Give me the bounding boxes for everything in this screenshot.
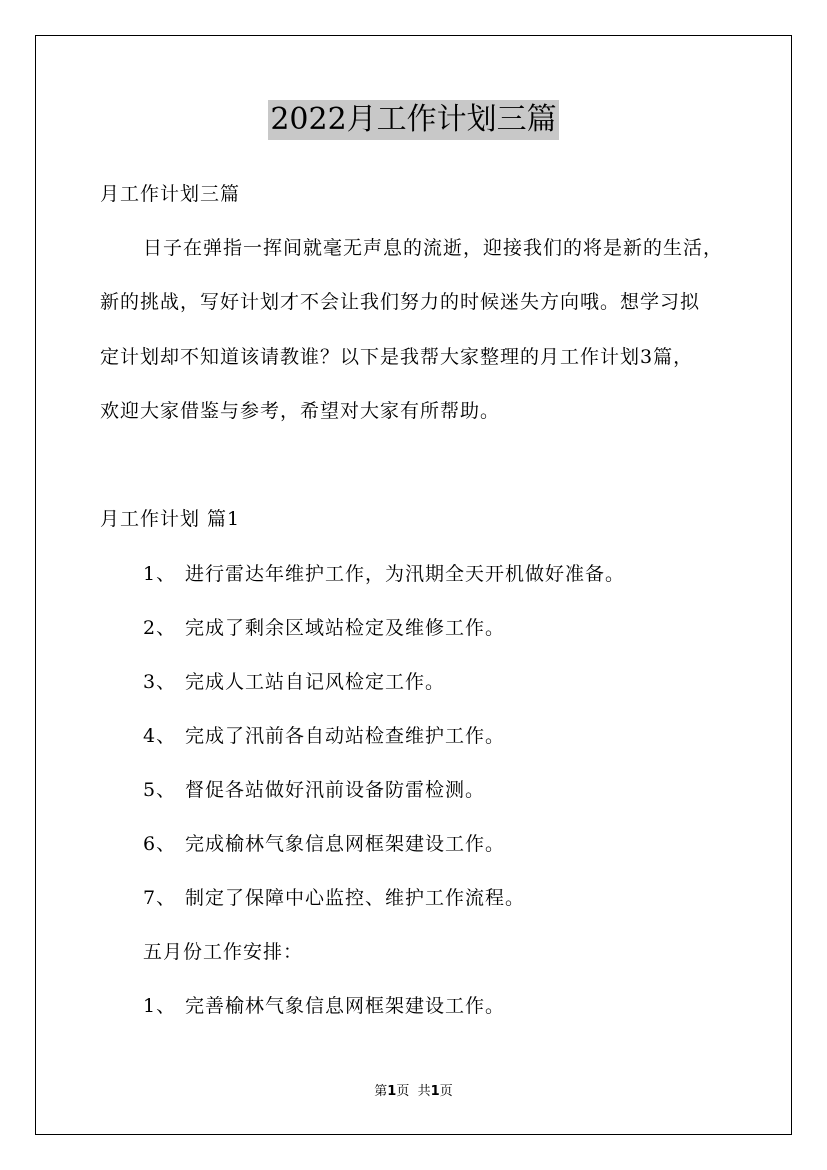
list-item-number: 7、 xyxy=(143,887,177,909)
document-title: 2022月工作计划三篇 xyxy=(268,100,558,140)
list-item-number: 3、 xyxy=(143,671,177,693)
page-footer xyxy=(0,1082,827,1102)
list-item-text: 完成榆林气象信息网框架建设工作。 xyxy=(185,833,506,855)
list-item xyxy=(143,884,525,912)
list-item xyxy=(143,560,625,588)
section-heading: 月工作计划 篇1 xyxy=(100,508,241,530)
list-item-number: 1、 xyxy=(143,563,177,585)
list-item xyxy=(143,992,505,1020)
total-label-suffix: 页 xyxy=(439,1084,453,1099)
intro-line-2: 新的挑战，写好计划才不会让我们努力的时候迷失方向哦。想学习拟 xyxy=(100,291,701,313)
list-item-text: 完善榆林气象信息网框架建设工作。 xyxy=(185,995,506,1017)
list-item-text: 制定了保障中心监控、维护工作流程。 xyxy=(185,887,526,909)
list-item xyxy=(143,776,485,804)
list-item-text: 进行雷达年维护工作，为汛期全天开机做好准备。 xyxy=(185,563,626,585)
page-label-prefix: 第 xyxy=(374,1084,388,1099)
list-item-text: 督促各站做好汛前设备防雷检测。 xyxy=(185,779,486,801)
title-container xyxy=(0,100,827,140)
page-number: 1 xyxy=(387,1084,397,1099)
intro-line-3: 定计划却不知道该请教谁？以下是我帮大家整理的月工作计划3篇， xyxy=(100,346,694,368)
list-item xyxy=(143,614,505,642)
page-label-suffix: 页 xyxy=(396,1084,410,1099)
intro-line-4: 欢迎大家借鉴与参考，希望对大家有所帮助。 xyxy=(100,400,501,422)
list-item xyxy=(143,830,505,858)
list-item-number: 5、 xyxy=(143,779,177,801)
list-item-text: 完成人工站自记风检定工作。 xyxy=(185,671,446,693)
list-item xyxy=(143,722,505,750)
subtitle: 月工作计划三篇 xyxy=(100,183,241,205)
list-item-number: 1、 xyxy=(143,995,177,1017)
total-label-prefix: 共 xyxy=(417,1084,431,1099)
may-heading: 五月份工作安排： xyxy=(143,941,304,963)
total-pages: 1 xyxy=(430,1084,440,1099)
list-item-number: 6、 xyxy=(143,833,177,855)
list-item-text: 完成了剩余区域站检定及维修工作。 xyxy=(185,617,506,639)
list-item-number: 2、 xyxy=(143,617,177,639)
intro-line-1: 日子在弹指一挥间就毫无声息的流逝，迎接我们的将是新的生活， xyxy=(143,237,724,259)
list-item xyxy=(143,668,445,696)
list-item-text: 完成了汛前各自动站检查维护工作。 xyxy=(185,725,506,747)
list-item-number: 4、 xyxy=(143,725,177,747)
